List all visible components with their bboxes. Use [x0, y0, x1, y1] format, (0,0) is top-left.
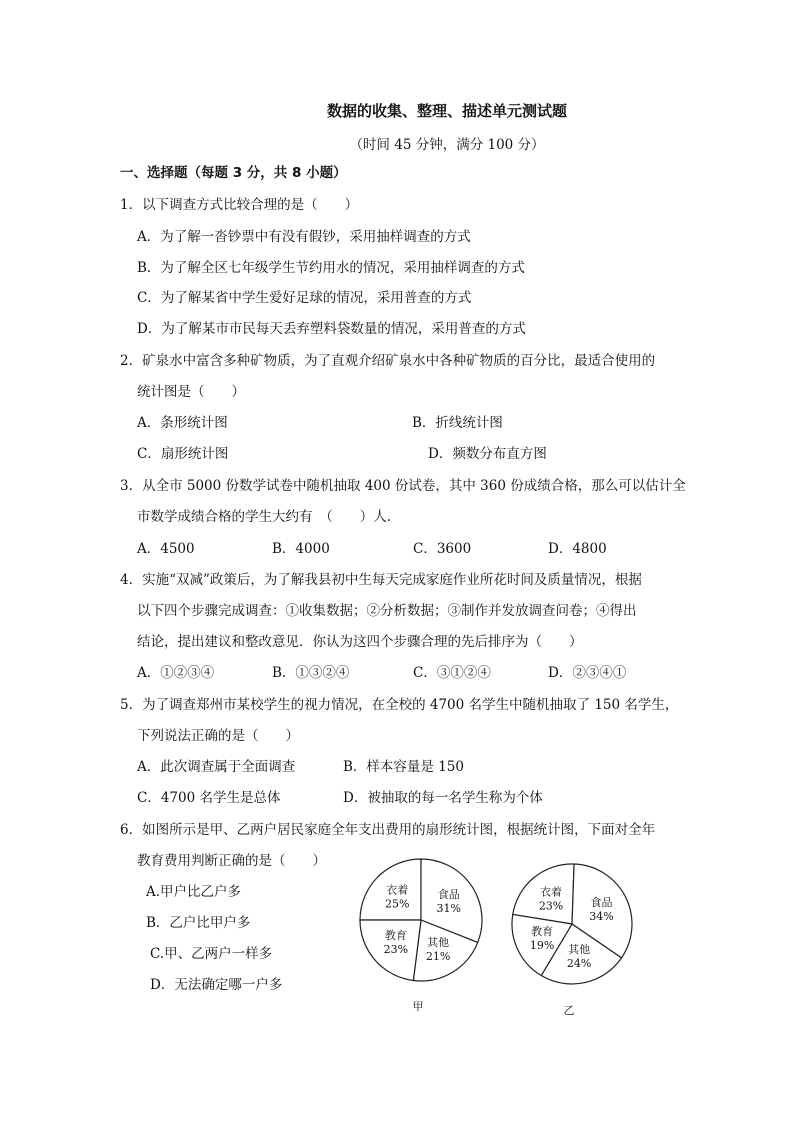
question-6-stem-line1: 6．如图所示是甲、乙两户居民家庭全年支出费用的扇形统计图，根据统计图，下面对全年 [120, 822, 656, 838]
q5-option-b: B．样本容量是 150 [343, 759, 464, 775]
pie-chart-jia [352, 858, 492, 1018]
question-4-stem-line2: 以下四个步骤完成调查：①收集数据；②分析数据；③制作并发放调查问卷；④得出 [137, 603, 637, 619]
q1-option-c: C．为了解某省中学生爱好足球的情况，采用普查的方式 [137, 290, 472, 306]
question-2-stem-line2: 统计图是（ ） [137, 384, 245, 400]
q3-option-a: A．4500 [137, 541, 195, 557]
pie-yi-value-0: 23% [538, 899, 564, 913]
question-4-stem-line3: 结论，提出建议和整改意见．你认为这四个步骤合理的先后排序为（ ） [137, 634, 583, 650]
question-3-stem-line2: 市数学成绩合格的学生大约有 （ ）人. [137, 509, 392, 525]
pie-jia-value-3: 23% [383, 943, 409, 957]
question-5-stem-line1: 5．为了调查郑州市某校学生的视力情况，在全校的 4700 名学生中随机抽取了 150 名学生， [120, 697, 679, 713]
pie-jia-value-2: 21% [425, 949, 451, 963]
q4-option-d: D．②③④① [548, 665, 627, 681]
question-6-stem-line2: 教育费用判断正确的是（ ） [137, 853, 326, 869]
q6-option-d: D．无法确定哪一户多 [150, 977, 283, 993]
pie-yi-caption: 乙 [563, 1004, 575, 1017]
q3-option-d: D．4800 [548, 541, 607, 557]
q2-option-d: D．频数分布直方图 [428, 446, 547, 462]
q4-option-c: C．③①②④ [413, 665, 491, 681]
pie-yi-label-3: 教育 [531, 924, 554, 938]
pie-yi-label-2: 其他 [568, 943, 591, 957]
pie-jia-label-2: 其他 [427, 935, 450, 949]
pie-yi-value-2: 24% [566, 957, 592, 971]
pie-yi-value-3: 19% [529, 938, 555, 952]
page-subtitle: （时间 45 分钟，满分 100 分） [349, 137, 545, 153]
q4-option-a: A．①②③④ [137, 665, 215, 681]
q3-option-c: C．3600 [413, 541, 472, 557]
question-5-stem-line2: 下列说法正确的是（ ） [137, 728, 299, 744]
pie-jia-label-3: 教育 [384, 929, 407, 943]
pie-chart-yi [505, 862, 645, 1022]
q1-option-b: B．为了解全区七年级学生节约用水的情况，采用抽样调查的方式 [137, 260, 525, 276]
q1-option-d: D．为了解某市市民每天丢弃塑料袋数量的情况，采用普查的方式 [137, 321, 526, 337]
pie-jia-label-0: 衣着 [386, 883, 409, 897]
pie-jia-value-1: 31% [436, 902, 461, 916]
q4-option-b: B．①③②④ [272, 665, 350, 681]
q6-option-c: C.甲、乙两户一样多 [150, 946, 273, 962]
q6-option-a: A.甲户比乙户多 [146, 884, 242, 900]
q2-option-a: A．条形统计图 [137, 415, 228, 431]
pie-jia-value-0: 25% [385, 897, 410, 911]
pie-jia-caption: 甲 [412, 1000, 424, 1013]
q2-option-c: C．扇形统计图 [137, 446, 229, 462]
q5-option-d: D．被抽取的每一名学生称为个体 [343, 790, 543, 806]
page-title: 数据的收集、整理、描述单元测试题 [326, 102, 567, 120]
q5-option-a: A．此次调查属于全面调查 [137, 759, 296, 775]
question-4-stem-line1: 4．实施“双减”政策后，为了解我县初中生每天完成家庭作业所花时间及质量情况，根据 [120, 572, 642, 588]
section-heading: 一、选择题（每题 3 分，共 8 小题） [120, 165, 347, 181]
q2-option-b: B．折线统计图 [412, 415, 503, 431]
q6-option-b: B．乙户比甲户多 [146, 915, 251, 931]
pie-yi-value-1: 34% [589, 910, 614, 924]
question-2-stem-line1: 2．矿泉水中富含多种矿物质，为了直观介绍矿泉水中各种矿物质的百分比，最适合使用的 [120, 353, 656, 369]
pie-yi-label-1: 食品 [590, 896, 613, 910]
question-3-stem-line1: 3．从全市 5000 份数学试卷中随机抽取 400 份试卷，其中 360 份成绩合格，那么可以估计全 [120, 478, 686, 494]
pie-yi-label-0: 衣着 [540, 885, 563, 899]
q1-option-a: A．为了解一沓钞票中有没有假钞，采用抽样调查的方式 [137, 229, 471, 245]
pie-jia-label-1: 食品 [437, 888, 460, 902]
q5-option-c: C．4700 名学生是总体 [137, 790, 281, 806]
question-1-stem: 1．以下调查方式比较合理的是（ ） [120, 197, 359, 213]
q3-option-b: B．4000 [272, 541, 330, 557]
